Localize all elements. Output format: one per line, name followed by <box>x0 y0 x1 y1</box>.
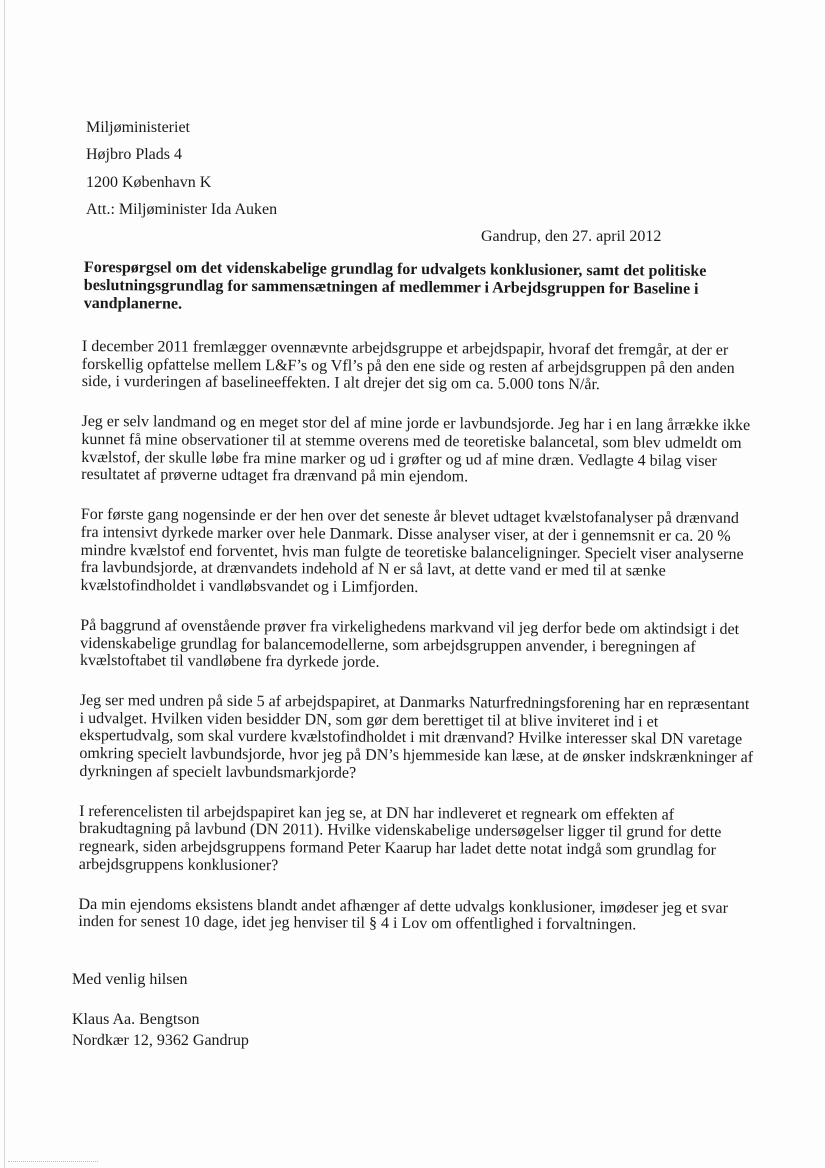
sender-name: Klaus Aa. Bengtson <box>72 1011 200 1028</box>
scan-foot-mark <box>8 1160 98 1162</box>
sender-address: Nordkær 12, 9362 Gandrup <box>72 1032 249 1049</box>
letter-body <box>78 338 757 958</box>
body-paragraph-4: På baggrund af ovenstående prøver fra virkelighedens markvand vil jeg derfor bede om aktindsigt i det videnskabelige grundlag for balancemodellerne, som arbejdsgruppen anvender, i beregningen af kvælstoftabet til vandløbene fra dyrkede jorde. <box>79 616 740 671</box>
subject-heading: Forespørgsel om det videnskabelige grundlag for udvalgets konklusioner, samt det politiske beslutningsgrundlag for sammensætningen af medlemmer i Arbejdsgruppen for Baseline i vandplanerne. <box>83 259 707 313</box>
recipient-address <box>86 114 277 223</box>
body-paragraph-6: I referencelisten til arbejdspapiret kan jeg se, at DN har indleveret et regneark om effekten af brakudtagning på lavbund (DN 2011). Hvilke videnskabelige undersøgelser ligger til grund for dette regneark, siden arbejdsgruppens formand Peter Kaarup har ladet dette notat indgå som grundlag for arbejdsgruppens konklusioner? <box>78 802 722 874</box>
scan-edge-line <box>4 0 5 1168</box>
recipient-line-3: 1200 København K <box>86 173 212 191</box>
recipient-line-1: Miljøministeriet <box>86 119 190 136</box>
body-paragraph-1: I december 2011 fremlægger ovennævnte arbejdsgruppe et arbejdspapir, hvoraf det fremgår, at der er forskellig opfattelse mellem L&F’s og Vfl’s på den ene side og resten af arbejdsgruppen på den anden side, i vurderingen af baselineeffekten. I alt drejer det sig om ca. 5.000 tons N/år. <box>81 338 735 394</box>
recipient-line-2: Højbro Plads 4 <box>86 146 182 164</box>
recipient-line-4: Att.: Miljøminister Ida Auken <box>86 200 278 218</box>
closing-salutation: Med venlig hilsen <box>72 971 188 988</box>
date-line: Gandrup, den 27. april 2012 <box>481 228 662 245</box>
sender-block <box>72 1009 249 1051</box>
body-paragraph-3: For første gang nogensinde er der hen over det seneste år blevet udtaget kvælstofanalyser på drænvand fra intensivt dyrkede marker over hele Danmark. Disse analyser viser, at der i gennemsnit er ca. 20 % mindre kvælstof end forventet, hvis man fulgte de teoretiske balanceligninger. Specielt viser analyserne fra lavbundsjorde, at drænvandets indehold af N er så lavt, at dette vand er med til at sænke kvælstofindholdet i vandløbsvandet og i Limfjorden. <box>80 506 744 596</box>
body-paragraph-7: Da min ejendoms eksistens blandt andet afhænger af dette udvalgs konklusioner, imødeser jeg et svar inden for senest 10 dage, idet jeg henviser til § 4 i Lov om offentlighed i forvaltningen. <box>78 895 729 934</box>
body-paragraph-5: Jeg ser med undren på side 5 af arbejdspapiret, at Danmarks Naturfredningsforening har en repræsentant i udvalget. Hvilken viden besidder DN, som gør dem berettiget til at blive inviteret ind i et ekspertudvalg, som skal vurdere kvælstofindholdet i mit drænvand? Hvilke interesser skal DN varetage omkring specielt lavbundsjorde, hvor jeg på DN’s hjemmeside kan læse, at de ønsker indskrænkninger af dyrkningen af specielt lavbundsmarkjorde? <box>79 692 754 782</box>
body-paragraph-2: Jeg er selv landmand og en meget stor del af mine jorde er lavbundsjorde. Jeg har i en lang årrække ikke kunnet få mine observationer til at stemme overens med de teoretiske balancetal, som blev udmeldt om kvælstof, der skulle løbe fra mine marker og ud i grøfter og ud af mine dræn. Vedlagte 4 bilag viser resultatet af prøverne udtaget fra drænvand på min ejendom. <box>81 413 751 486</box>
